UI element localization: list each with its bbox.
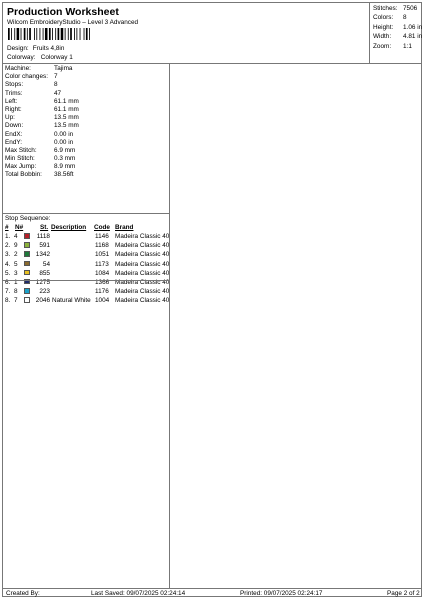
stitch-count: 1118 — [36, 233, 50, 240]
thread-color-swatch — [24, 288, 30, 294]
thread-color-swatch — [24, 233, 30, 239]
machine-value: 7 — [54, 73, 58, 81]
machine-label: Total Bobbin: — [5, 171, 42, 179]
machine-label: Right: — [5, 105, 22, 113]
stat-label: Height: — [373, 23, 394, 31]
barcode-bar — [70, 28, 72, 40]
barcode-bar — [17, 28, 20, 40]
table-row — [5, 242, 169, 251]
table-row — [5, 288, 169, 297]
table-row — [5, 270, 169, 279]
machine-label: Left: — [5, 97, 18, 105]
thread-brand: Madeira Classic 40 — [115, 288, 170, 296]
page-title: Production Worksheet — [7, 6, 119, 18]
barcode-bar — [55, 28, 56, 40]
machine-label: EndX: — [5, 130, 23, 138]
machine-value: 0.3 mm — [54, 155, 76, 163]
machine-row — [5, 106, 165, 114]
barcode-bar — [43, 28, 44, 40]
needle-number: 9 — [14, 242, 18, 250]
thread-color-swatch — [24, 251, 30, 257]
stat-value: 8 — [403, 14, 407, 22]
barcode-bar — [89, 28, 90, 40]
stat-value: 1.06 in — [403, 23, 423, 31]
thread-color-swatch — [24, 297, 30, 303]
machine-value: 6.9 mm — [54, 146, 76, 154]
stat-label: Width: — [373, 33, 392, 41]
stop-number: 5. — [5, 269, 11, 277]
thread-brand: Madeira Classic 40 — [115, 278, 170, 286]
needle-number: 3 — [14, 269, 18, 277]
stat-label: Colors: — [373, 14, 394, 22]
barcode-bar — [68, 28, 69, 40]
thread-brand: Madeira Classic 40 — [115, 260, 170, 268]
stat-value: 7506 — [403, 5, 418, 12]
printed-date: Printed: 09/07/2025 02:24:17 — [240, 590, 323, 597]
machine-value: 47 — [54, 89, 62, 97]
thread-brand: Madeira Classic 40 — [115, 251, 170, 259]
stat-label: Stitches: — [373, 5, 398, 12]
thread-color-swatch — [24, 242, 30, 248]
col-header-stitches: St. — [40, 224, 49, 231]
section-divider — [3, 213, 169, 214]
machine-row — [5, 147, 165, 155]
thread-color-swatch — [24, 261, 30, 267]
barcode-bar — [52, 28, 53, 40]
col-header-needle: N# — [15, 224, 24, 231]
stat-value: 4.81 in — [403, 33, 423, 41]
colorway-value: Colorway 1 — [40, 54, 73, 61]
barcode-bar — [14, 28, 15, 40]
machine-label: Max Stitch: — [5, 146, 37, 154]
thread-code: 1173 — [95, 260, 109, 268]
thread-color-swatch — [24, 270, 30, 276]
machine-label: Stops: — [5, 81, 24, 89]
machine-label: EndY: — [5, 138, 23, 146]
col-header-code: Code — [94, 224, 110, 231]
col-header-brand: Brand — [115, 224, 134, 231]
machine-row — [5, 81, 165, 89]
stitch-count: 1275 — [35, 278, 50, 286]
stat-value: 1:1 — [403, 42, 412, 50]
thread-code: 1168 — [95, 242, 109, 250]
last-saved: Last Saved: 09/07/2025 02:24:14 — [91, 590, 186, 597]
stitch-count: 855 — [39, 269, 50, 277]
machine-value: Tajima — [54, 65, 73, 72]
machine-row — [5, 90, 165, 98]
barcode-bar — [29, 28, 31, 40]
software-name: Wilcom EmbroideryStudio – Level 3 Advanced — [7, 19, 139, 26]
needle-number: 2 — [14, 251, 18, 259]
design-line — [7, 45, 64, 52]
stop-sequence-header — [5, 224, 169, 233]
barcode-bar — [74, 28, 75, 40]
needle-number: 7 — [14, 297, 18, 305]
stitch-count: 2046 — [35, 297, 50, 305]
machine-row — [5, 73, 165, 81]
col-header-description: Description — [51, 224, 87, 231]
machine-row — [5, 171, 165, 179]
machine-label: Min Stitch: — [5, 155, 35, 163]
stop-number: 6. — [5, 278, 11, 286]
stop-number: 2. — [5, 242, 11, 250]
machine-label: Max Jump: — [5, 163, 37, 171]
machine-label: Down: — [5, 122, 24, 130]
machine-label: Trims: — [5, 89, 23, 97]
stitch-count: 223 — [39, 288, 50, 296]
stop-number: 3. — [5, 251, 11, 259]
table-row — [5, 297, 169, 306]
barcode-bar — [76, 28, 77, 40]
machine-value: 61.1 mm — [54, 97, 79, 105]
table-row — [5, 251, 169, 260]
column-divider — [169, 63, 170, 588]
machine-row — [5, 65, 165, 73]
worksheet-page — [2, 2, 422, 597]
barcode-bar — [45, 28, 48, 40]
thread-code: 1176 — [95, 288, 109, 296]
machine-value: 0.00 in — [54, 130, 74, 138]
barcode-bar — [34, 28, 35, 40]
colorway-line — [7, 54, 73, 61]
needle-number: 4 — [14, 233, 18, 240]
page-number: Page 2 of 2 — [387, 590, 420, 597]
stitch-count: 54 — [42, 260, 50, 268]
needle-number: 5 — [14, 260, 18, 268]
barcode-bar — [8, 28, 10, 40]
barcode-bar — [61, 28, 64, 40]
needle-number: 8 — [14, 288, 18, 296]
thread-code: 1051 — [95, 251, 110, 259]
machine-row — [5, 163, 165, 171]
section-divider — [3, 280, 169, 281]
col-header-number: # — [5, 224, 9, 231]
machine-label: Up: — [5, 114, 15, 122]
stop-number: 1. — [5, 233, 11, 240]
created-by: Created By: — [6, 590, 40, 597]
machine-row — [5, 98, 165, 106]
machine-info — [5, 65, 165, 180]
thread-brand: Madeira Classic 40 — [115, 242, 170, 250]
barcode-bar — [21, 28, 22, 40]
barcode-bar — [65, 28, 66, 40]
thread-brand: Madeira Classic 40 — [115, 233, 170, 240]
machine-value: 0.00 in — [54, 138, 74, 146]
stop-number: 8. — [5, 297, 11, 305]
design-stats-box — [369, 3, 421, 63]
needle-number: 1 — [14, 278, 18, 286]
stop-number: 4. — [5, 260, 11, 268]
stop-number: 7. — [5, 288, 11, 296]
thread-code: 1084 — [95, 269, 110, 277]
table-row — [5, 233, 169, 242]
barcode-bar — [11, 28, 12, 40]
machine-row — [5, 122, 165, 130]
colorway-label: Colorway: — [7, 54, 36, 61]
barcode-bar — [36, 28, 37, 40]
machine-value: 38.56ft — [54, 171, 74, 179]
machine-value: 13.5 mm — [54, 122, 79, 130]
machine-label: Machine: — [5, 65, 31, 72]
machine-row — [5, 155, 165, 163]
machine-value: 13.5 mm — [54, 114, 79, 122]
machine-value: 8 — [54, 81, 58, 89]
stop-sequence — [5, 215, 169, 307]
thread-code: 1366 — [95, 278, 110, 286]
stitch-count: 591 — [39, 242, 50, 250]
design-value: Fruits 4,8in — [32, 45, 65, 52]
thread-code: 1146 — [95, 233, 109, 240]
barcode-bar — [58, 28, 60, 40]
barcode-bar — [49, 28, 51, 40]
footer-divider — [3, 588, 421, 589]
barcode-bar — [27, 28, 28, 40]
barcode-bar — [40, 28, 41, 40]
stitch-count: 1342 — [35, 251, 50, 259]
stop-sequence-title: Stop Sequence: — [5, 215, 51, 222]
barcode-bar — [84, 28, 85, 40]
machine-value: 8.9 mm — [54, 163, 76, 171]
machine-row — [5, 139, 165, 147]
barcode-bar — [24, 28, 26, 40]
barcode-image — [8, 28, 104, 40]
barcode-bar — [86, 28, 88, 40]
stat-label: Zoom: — [373, 42, 392, 50]
machine-label: Color changes: — [5, 73, 48, 81]
thread-code: 1004 — [95, 297, 110, 305]
header-divider — [3, 63, 421, 64]
barcode-bar — [80, 28, 81, 40]
machine-value: 61.1 mm — [54, 105, 79, 113]
thread-description: Natural White — [52, 297, 91, 305]
design-label: Design: — [7, 45, 29, 52]
machine-row — [5, 131, 165, 139]
thread-brand: Madeira Classic 40 — [115, 269, 170, 277]
table-row — [5, 261, 169, 270]
machine-row — [5, 114, 165, 122]
thread-brand: Madeira Classic 40 — [115, 297, 170, 305]
